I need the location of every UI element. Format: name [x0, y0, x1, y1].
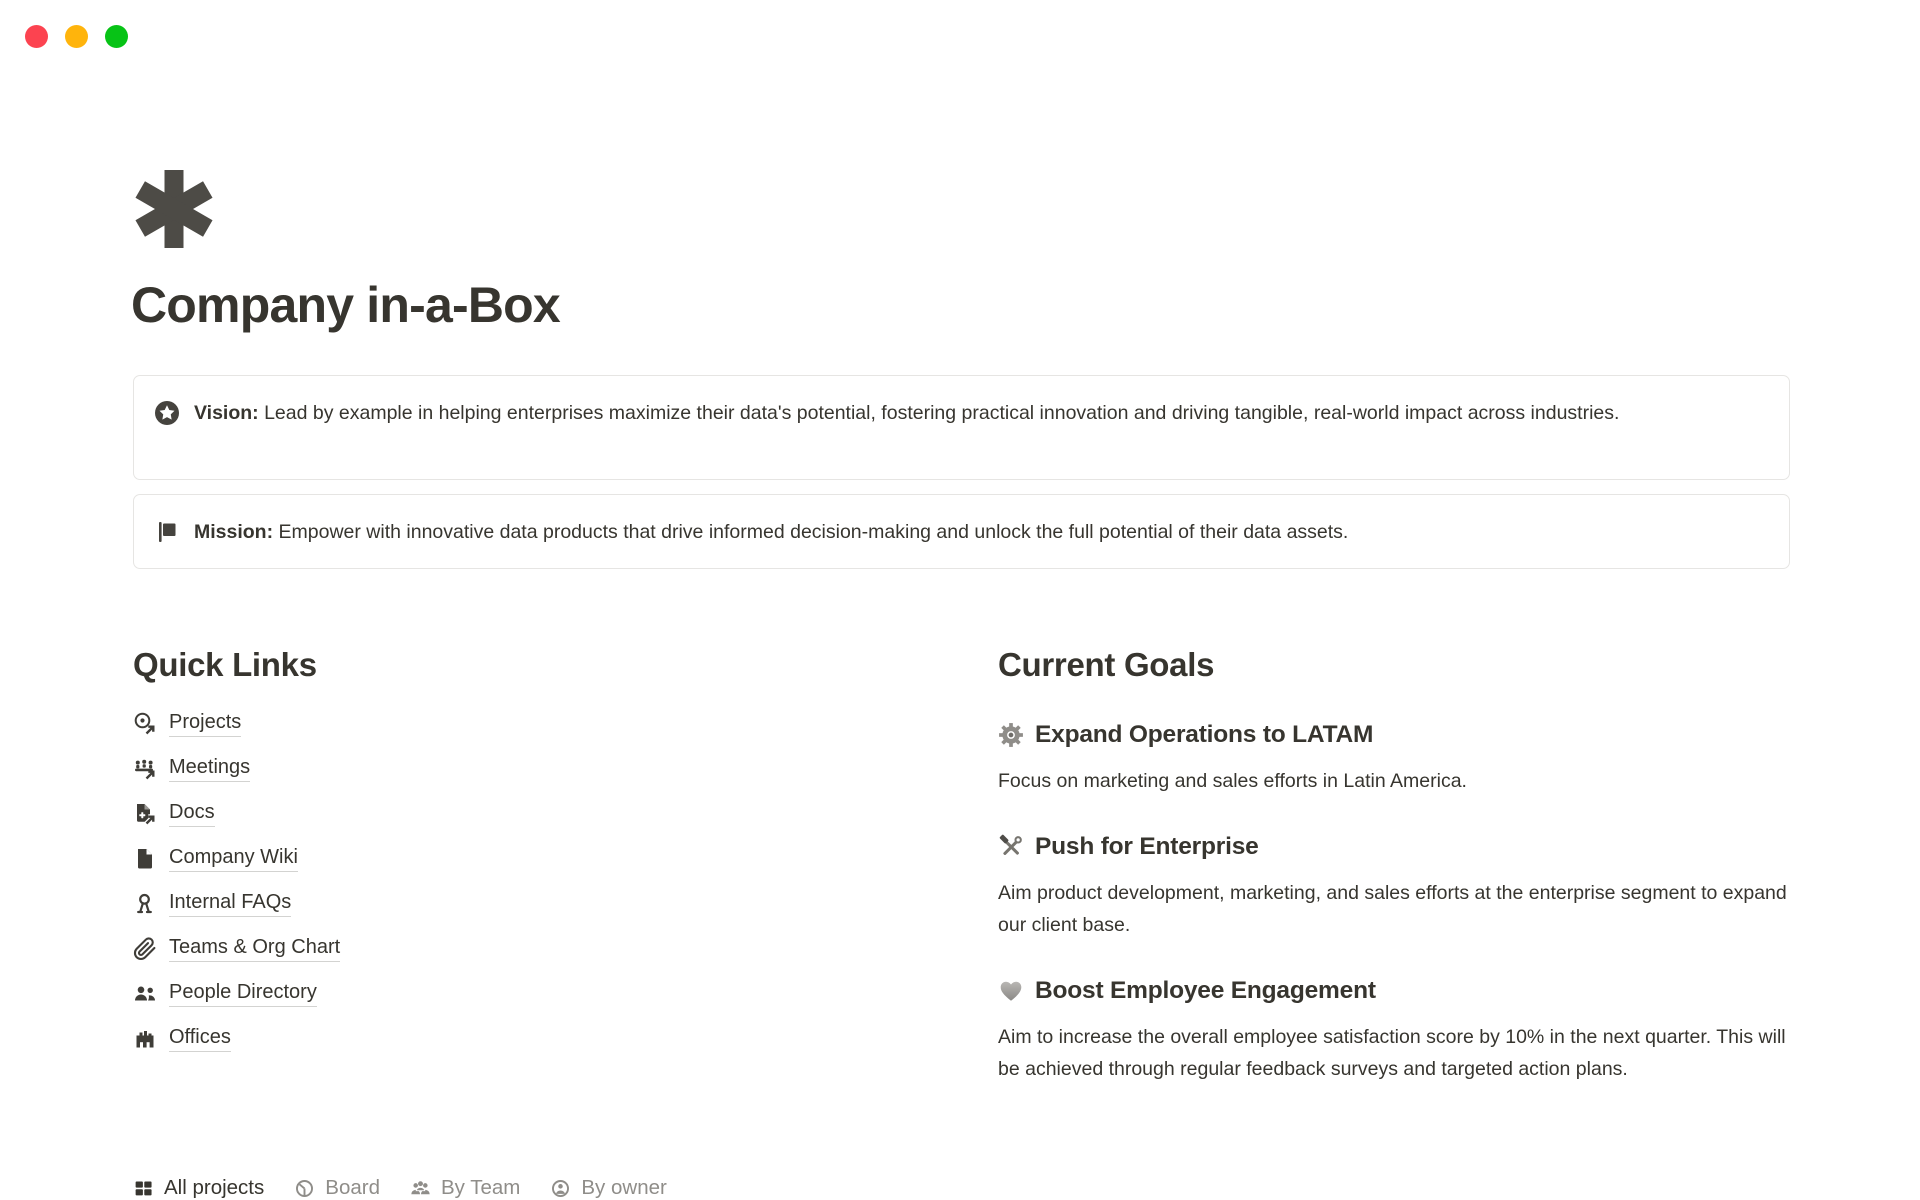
goal-description: Focus on marketing and sales efforts in Latin America. [998, 770, 1467, 792]
mission-callout[interactable] [133, 494, 1790, 569]
link-docs[interactable]: Docs [133, 791, 963, 836]
grid-icon [133, 1178, 154, 1199]
link-meetings[interactable]: Meetings [133, 746, 963, 791]
page-icon [133, 847, 157, 871]
team-icon [410, 1178, 431, 1199]
link-internal-faqs[interactable]: Internal FAQs [133, 881, 963, 926]
star-circle-icon [154, 400, 180, 426]
window-controls [25, 25, 128, 48]
flag-icon [154, 519, 180, 545]
people-icon [133, 982, 157, 1006]
owner-icon [550, 1178, 571, 1199]
close-window-button[interactable] [25, 25, 48, 48]
doc-arrow-icon [133, 802, 157, 826]
target-arrow-icon [133, 712, 157, 736]
tab-all-projects[interactable]: All projects [133, 1176, 264, 1200]
gear-icon [998, 722, 1024, 748]
hammer-wrench-icon [998, 834, 1024, 860]
tab-by-owner[interactable]: By owner [550, 1176, 666, 1200]
paperclip-icon [133, 937, 157, 961]
quick-links-heading: Quick Links [133, 646, 317, 683]
vision-callout[interactable] [133, 375, 1790, 480]
zoom-window-button[interactable] [105, 25, 128, 48]
link-projects[interactable]: Projects [133, 701, 963, 746]
database-view-tabs [133, 1176, 667, 1200]
minimize-window-button[interactable] [65, 25, 88, 48]
link-offices[interactable]: Offices [133, 1016, 963, 1061]
tab-board[interactable]: Board [294, 1176, 380, 1200]
goal-title: Boost Employee Engagement [998, 975, 1793, 1007]
link-teams-org-chart[interactable]: Teams & Org Chart [133, 926, 963, 971]
page-asterisk-icon[interactable] [133, 168, 215, 255]
goal-expand-latam [998, 719, 1793, 797]
goal-description: Aim to increase the overall employee satisfaction score by 10% in the next quarter. This will be achieved through regular feedback surveys and targeted action plans. [998, 1026, 1786, 1080]
tab-by-team[interactable]: By Team [410, 1176, 520, 1200]
quick-links-column [133, 645, 963, 1061]
page-title: Company in-a-Box [131, 277, 560, 333]
keyhole-icon [133, 892, 157, 916]
mission-text: Mission: Empower with innovative data products that drive informed decision-making and unlock the full potential of their data assets. [194, 521, 1349, 543]
grey-heart-icon [998, 978, 1024, 1004]
link-people-directory[interactable]: People Directory [133, 971, 963, 1016]
quick-links-list [133, 701, 963, 1061]
vision-text: Vision: Lead by example in helping enterprises maximize their data's potential, fostering practical innovation and driving tangible, real-world impact across industries. [194, 402, 1620, 424]
current-goals-column [998, 645, 1793, 1085]
meeting-arrow-icon [133, 757, 157, 781]
current-goals-heading: Current Goals [998, 646, 1215, 683]
goal-title: Expand Operations to LATAM [998, 719, 1793, 751]
board-icon [294, 1178, 315, 1199]
goal-title: Push for Enterprise [998, 831, 1793, 863]
goal-boost-engagement [998, 975, 1793, 1085]
building-icon [133, 1027, 157, 1051]
link-company-wiki[interactable]: Company Wiki [133, 836, 963, 881]
goal-description: Aim product development, marketing, and sales efforts at the enterprise segment to expand our client base. [998, 882, 1787, 936]
goal-push-enterprise [998, 831, 1793, 941]
